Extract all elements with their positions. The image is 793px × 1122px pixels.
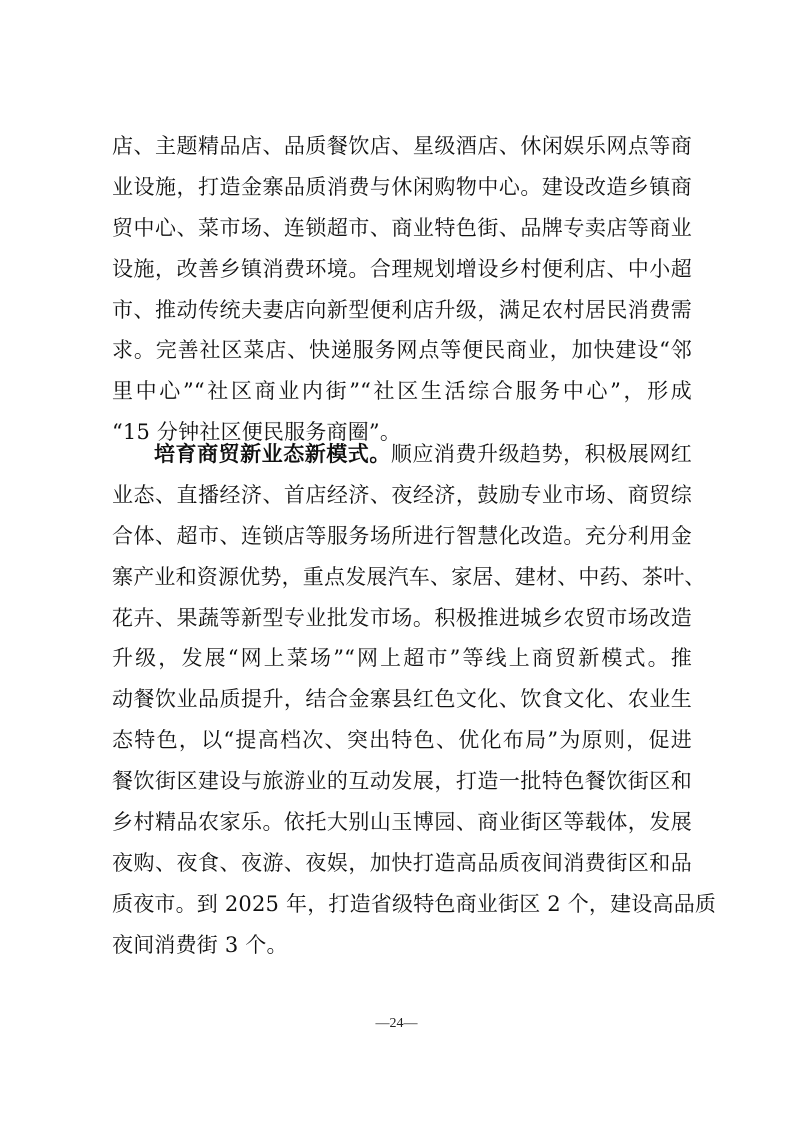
text-line: 求。完善社区菜店、快递服务网点等便民商业，加快建设“邻 [112, 338, 692, 363]
text-line: 市、推动传统夫妻店向新型便利店升级，满足农村居民消费需 [112, 297, 692, 322]
text-line: 动餐饮业品质提升，结合金寨县红色文化、饮食文化、农业生 [112, 687, 692, 712]
text-line: 质夜市。到 2025 年，打造省级特色商业街区 2 个，建设高品质 [112, 891, 717, 916]
text-line: 夜间消费街 3 个。 [112, 932, 288, 957]
text-line: 升级，发展“网上菜场”“网上超市”等线上商贸新模式。推 [112, 646, 692, 671]
page-number: —24— [375, 1016, 418, 1031]
text-line: 店、主题精品店、品质餐饮店、星级酒店、休闲娱乐网点等商 [112, 134, 692, 158]
text-line: 业设施，打造金寨品质消费与休闲购物中心。建设改造乡镇商 [112, 174, 692, 199]
text-line: 乡村精品农家乐。依托大别山玉博园、商业街区等载体，发展 [112, 810, 692, 835]
text-line: 花卉、果蔬等新型专业批发市场。积极推进城乡农贸市场改造 [112, 605, 692, 630]
text-line: 合体、超市、连锁店等服务场所进行智慧化改造。充分利用金 [112, 523, 692, 548]
text-line: 夜购、夜食、夜游、夜娱，加快打造高品质夜间消费街区和品 [112, 850, 692, 875]
text-line: 态特色，以“提高档次、突出特色、优化布局”为原则，促进 [112, 728, 692, 753]
paragraph-2 [112, 434, 717, 966]
text-line: 里中心”“社区商业内街”“社区生活综合服务中心”，形成 [112, 379, 692, 404]
text-line: 设施，改善乡镇消费环境。合理规划增设乡村便利店、中小超 [112, 256, 692, 281]
section-heading: 培育商贸新业态新模式。 [154, 442, 391, 466]
text-line: 业态、直播经济、首店经济、夜经济，鼓励专业市场、商贸综 [112, 482, 692, 507]
paragraph-first-line [112, 434, 692, 475]
text-line: 寨产业和资源优势，重点发展汽车、家居、建材、中药、茶叶、 [112, 564, 706, 589]
text-line: 餐饮街区建设与旅游业的互动发展，打造一批特色餐饮街区和 [112, 769, 692, 794]
text-line: “15 分钟社区便民服务商圈”。 [112, 420, 402, 445]
text-line: 贸中心、菜市场、连锁超市、商业特色街、品牌专卖店等商业 [112, 215, 692, 240]
paragraph-1 [112, 126, 692, 453]
first-line-text: 顺应消费升级趋势，积极展网红 [390, 442, 692, 466]
